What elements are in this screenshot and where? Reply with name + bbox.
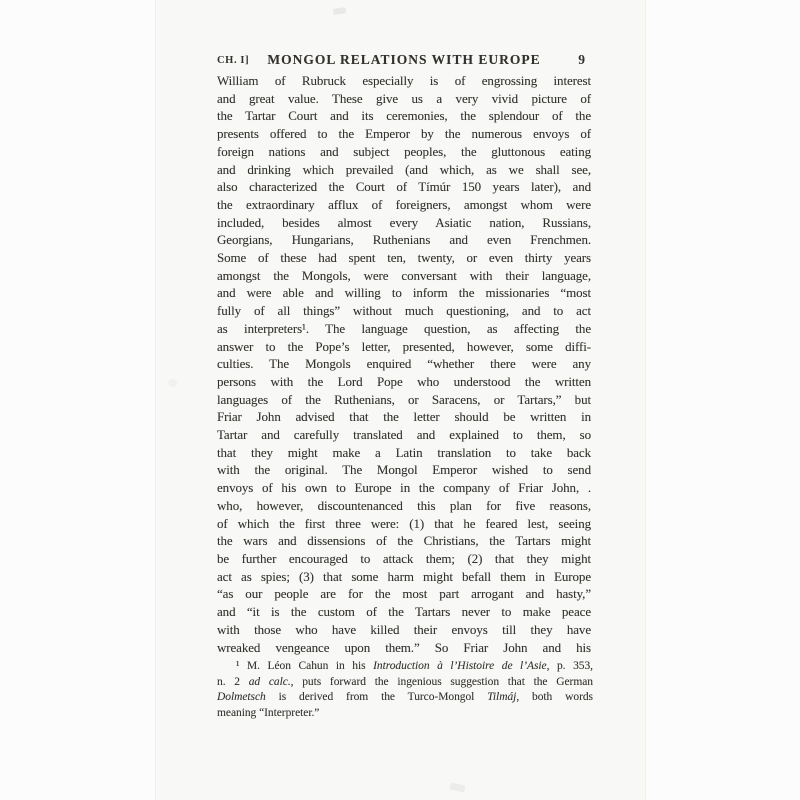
body-line: presents offered to the Emperor by the numerous envoys of xyxy=(217,126,591,142)
footnote xyxy=(217,659,593,721)
body-line: and were able and willing to inform the missionaries “most xyxy=(217,285,591,301)
body-line: foreign nations and subject peoples, the gluttonous eating xyxy=(217,143,591,159)
body-line: included, besides almost every Asiatic nation, Russians, xyxy=(217,214,591,230)
body-line: William of Rubruck especially is of engrossing interest xyxy=(217,73,591,88)
body-line: and drinking which prevailed (and which, as we shall see, xyxy=(217,161,591,177)
body-line: languages of the Ruthenians, or Saracens, or Tartars,” but xyxy=(217,391,591,407)
body-line: act as spies; (3) that some harm might befall them in Europe xyxy=(217,568,591,584)
body-line: fully of all things” without much questioning, and to act xyxy=(217,303,591,319)
scan-artifact-margin xyxy=(168,379,177,387)
body-line: Some of these had spent ten, twenty, or even thirty years xyxy=(217,250,591,266)
body-line: be further encouraged to attack them; (2) that they might xyxy=(217,550,591,566)
footnote-line: Dolmetsch is derived from the Turco-Mongol Tilmáj, both words xyxy=(217,691,593,704)
running-title: MONGOL RELATIONS WITH EUROPE xyxy=(267,52,541,67)
body-line: that they might make a Latin translation to take back xyxy=(217,444,591,460)
body-line: envoys of his own to Europe in the company of Friar John, . xyxy=(217,480,591,496)
body-line: the extraordinary afflux of foreigners, amongst whom were xyxy=(217,196,591,212)
body-line: “as our people are for the most part arrogant and hasty,” xyxy=(217,586,591,602)
body-line: also characterized the Court of Tímúr 150 years later), and xyxy=(217,179,591,195)
page-number: 9 xyxy=(578,52,585,67)
body-line: persons with the Lord Pope who understood the written xyxy=(217,373,591,389)
body-line: with those who have killed their envoys till they have xyxy=(217,621,591,637)
body-line: who, however, discountenanced this plan for five reasons, xyxy=(217,497,591,513)
body-text xyxy=(217,72,591,656)
body-line: as interpreters¹. The language question, as affecting the xyxy=(217,320,591,336)
body-line: amongst the Mongols, were conversant with their language, xyxy=(217,267,591,283)
footnote-line: ¹ M. Léon Cahun in his Introduction à l’Histoire de l’Asie, p. 353, xyxy=(236,660,593,672)
body-line: wreaked vengeance upon them.” So Friar John and his xyxy=(217,639,591,655)
body-line: the Tartar Court and its ceremonies, the splendour of the xyxy=(217,108,591,124)
body-line: Georgians, Hungarians, Ruthenians and even Frenchmen. xyxy=(217,232,591,248)
body-line: and “it is the custom of the Tartars never to make peace xyxy=(217,604,591,620)
footnote-line: n. 2 ad calc., puts forward the ingenious suggestion that the German xyxy=(217,675,593,688)
body-line: with the original. The Mongol Emperor wished to send xyxy=(217,462,591,478)
body-line: Tartar and carefully translated and explained to them, so xyxy=(217,427,591,443)
footnote-line: meaning “Interpreter.” xyxy=(217,706,320,719)
body-line: the wars and dissensions of the Christians, the Tartars might xyxy=(217,533,591,549)
body-line: Friar John advised that the letter should be written in xyxy=(217,409,591,425)
body-line: and great value. These give us a very vivid picture of xyxy=(217,90,591,106)
body-line: culties. The Mongols enquired “whether there were any xyxy=(217,356,591,372)
chapter-label: CH. I] xyxy=(217,55,250,66)
body-line: answer to the Pope’s letter, presented, however, some diffi- xyxy=(217,338,591,354)
page-header xyxy=(217,52,591,69)
body-line: of which the first three were: (1) that he feared lest, seeing xyxy=(217,515,591,531)
